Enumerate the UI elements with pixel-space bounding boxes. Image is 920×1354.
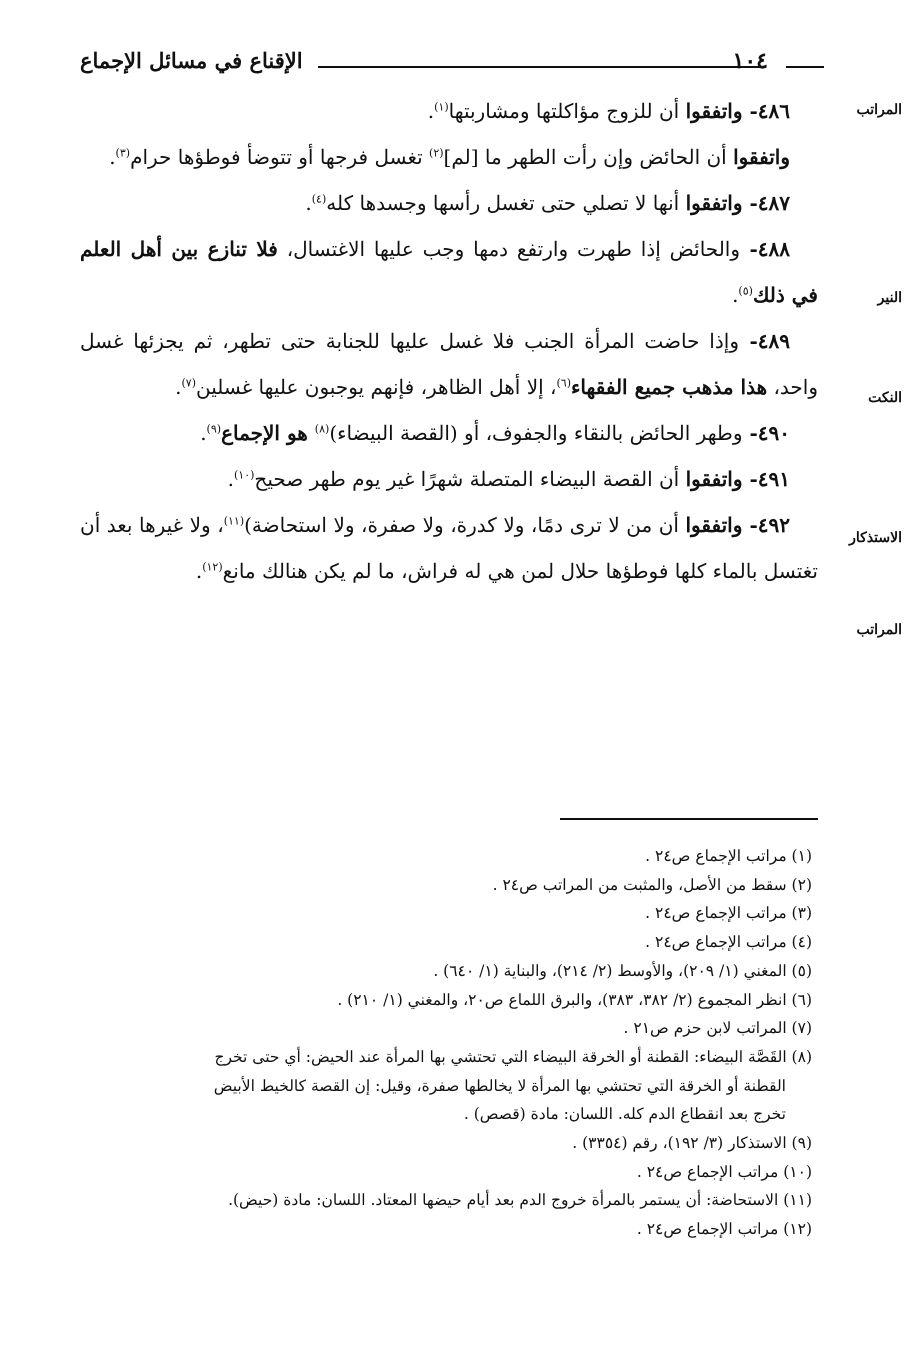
footnote-ref[interactable]: (٨) (314, 422, 330, 436)
paragraph-text: وطهر الحائض بالنقاء والجفوف، أو (القصة البيضاء) (329, 421, 743, 445)
bold-phrase: فلا تنازع بين أهل العلم في ذلك (80, 237, 818, 307)
footnote-ref[interactable]: (١) (434, 100, 449, 114)
bold-phrase: هذا مذهب جميع الفقهاء (571, 375, 768, 399)
margin-source-nukat: النكت (868, 390, 902, 406)
footnote-ref[interactable]: (٩) (206, 422, 222, 436)
margin-source-istidhkar: الاستذكار (849, 530, 902, 546)
paragraph-tail: . (427, 99, 435, 123)
paragraph-number: ٤٨٧- (742, 191, 790, 215)
footnote-ref[interactable]: (٦) (556, 376, 572, 390)
paragraph-tail: . (227, 467, 234, 491)
footnote-4: (٤) مراتب الإجماع ص٢٤ . (645, 933, 812, 952)
keyword: واتفقوا (685, 99, 743, 123)
footnotes (80, 842, 816, 1244)
footnote-separator (560, 818, 818, 820)
footnote-ref[interactable]: (٢) (429, 146, 444, 160)
footnote-ref[interactable]: (١٠) (233, 468, 255, 482)
footnote-ref[interactable]: (٧) (181, 376, 196, 390)
paragraph-tail-2: . (109, 145, 116, 169)
paragraph-491 (80, 456, 818, 502)
footnote-12: (١٢) مراتب الإجماع ص٢٤ . (636, 1220, 812, 1239)
bold-phrase: هو الإجماع (221, 421, 315, 445)
footnote-ref[interactable]: (١٢) (202, 560, 223, 574)
page-number: ١٠٤ (732, 48, 768, 74)
paragraph-text: أنها لا تصلي حتى تغسل رأسها وجسدها كله (326, 191, 686, 215)
footnote-ref[interactable]: (٣) (115, 146, 131, 160)
paragraph-tail: تغسل فرجها أو تتوضأ فوطؤها حرام (130, 145, 430, 169)
paragraph-number: ٤٩٢- (742, 513, 791, 537)
paragraph-tail: . (305, 191, 312, 215)
paragraph-text: أن للزوج مؤاكلتها ومشاربتها (448, 99, 686, 123)
footnote-10: (١٠) مراتب الإجماع ص٢٤ . (636, 1162, 812, 1181)
paragraph-text: أن من لا ترى دمًا، ولا كدرة، ولا صفرة، ولا استحاضة) (244, 513, 686, 537)
margin-source-nayyir: النير (877, 290, 902, 306)
footnote-7: (٧) المراتب لابن حزم ص٢١ . (623, 1019, 812, 1038)
keyword: واتفقوا (733, 145, 790, 169)
page-header (80, 44, 824, 84)
paragraph-text: والحائض إذا طهرت وارتفع دمها وجب عليها الاغتسال، (277, 237, 741, 261)
paragraph-number: ٤٨٩- (739, 329, 791, 353)
paragraph-490 (80, 410, 818, 456)
main-text (80, 88, 818, 594)
paragraph-tail-2: . (175, 375, 182, 399)
margin-source-maratib: المراتب (856, 102, 902, 118)
paragraph-tail-2: . (200, 421, 207, 445)
paragraph-text: وإذا حاضت المرأة الجنب فلا غسل عليها للجنابة حتى تطهر، ثم يجزئها غسل واحد، (80, 329, 818, 399)
paragraph-text: أن الحائض وإن رأت الطهر ما [لم] (443, 145, 734, 169)
running-title: الإقناع في مسائل الإجماع (80, 48, 303, 73)
keyword: واتفقوا (685, 513, 743, 537)
header-rule-short (786, 66, 824, 68)
footnote-1: (١) مراتب الإجماع ص٢٤ . (645, 847, 812, 865)
paragraph-number: ٤٩١- (742, 467, 790, 491)
paragraph-487 (80, 180, 818, 226)
paragraph-unnumbered (80, 134, 818, 180)
footnote-ref[interactable]: (٤) (311, 192, 327, 206)
paragraph-tail: ، ولا غيرها بعد أن تغتسل بالماء كلها فوطؤها حلال لمن هي له فراش، ما لم يكن هنالك مانع (80, 513, 818, 583)
paragraph-488 (80, 226, 818, 318)
paragraph-text: أن القصة البيضاء المتصلة شهرًا غير يوم طهر صحيح (254, 467, 686, 491)
footnote-2: (٢) سقط من الأصل، والمثبت من المراتب ص٢٤ . (492, 875, 812, 894)
footnote-9: (٩) الاستذكار (٣/ ١٩٢)، رقم (٣٣٥٤) . (572, 1134, 812, 1153)
footnote-8: (٨) القَصَّة البيضاء: القطنة أو الخرقة البيضاء التي تحتشي بها المرأة عند الحيض: أي حتى تخرج (214, 1047, 812, 1066)
keyword: واتفقوا (685, 467, 743, 491)
margin-source-maratib-2: المراتب (856, 622, 902, 638)
paragraph-tail-2: . (195, 559, 203, 583)
footnote-8-continued: القطنة أو الخرقة التي تحتشي بها المرأة لا يخالطها صفرة، وقيل: إن القصة كالخيط الأبيض (213, 1076, 786, 1095)
paragraph-number: ٤٩٠- (742, 421, 790, 445)
footnote-5: (٥) المغني (١/ ٢٠٩)، والأوسط (٢/ ٢١٤)، والبناية (١/ ٦٤٠) . (433, 961, 812, 980)
footnote-8-continued-2: تخرج بعد انقطاع الدم كله. اللسان: مادة (قصص) . (463, 1105, 786, 1124)
paragraph-492 (80, 502, 818, 594)
paragraph-tail: ، إلا أهل الظاهر، فإنهم يوجبون عليها غسلين (195, 375, 557, 399)
footnote-11: (١١) الاستحاضة: أن يستمر بالمرأة خروج الدم بعد أيام حيضها المعتاد. اللسان: مادة (حيض). (228, 1191, 812, 1210)
footnote-ref[interactable]: (٥) (738, 284, 753, 298)
footnote-6: (٦) انظر المجموع (٢/ ٣٨٢، ٣٨٣)، والبرق اللماع ص٢٠، والمغني (١/ ٢١٠) . (337, 990, 812, 1009)
footnote-ref[interactable]: (١١) (223, 514, 245, 528)
paragraph-489 (80, 318, 818, 410)
paragraph-number: ٤٨٨- (740, 237, 790, 261)
footnote-3: (٣) مراتب الإجماع ص٢٤ . (645, 904, 812, 923)
paragraph-486 (80, 88, 818, 134)
header-rule (318, 66, 760, 68)
paragraph-number: ٤٨٦- (742, 99, 790, 123)
keyword: واتفقوا (685, 191, 743, 215)
paragraph-tail: . (732, 283, 739, 307)
